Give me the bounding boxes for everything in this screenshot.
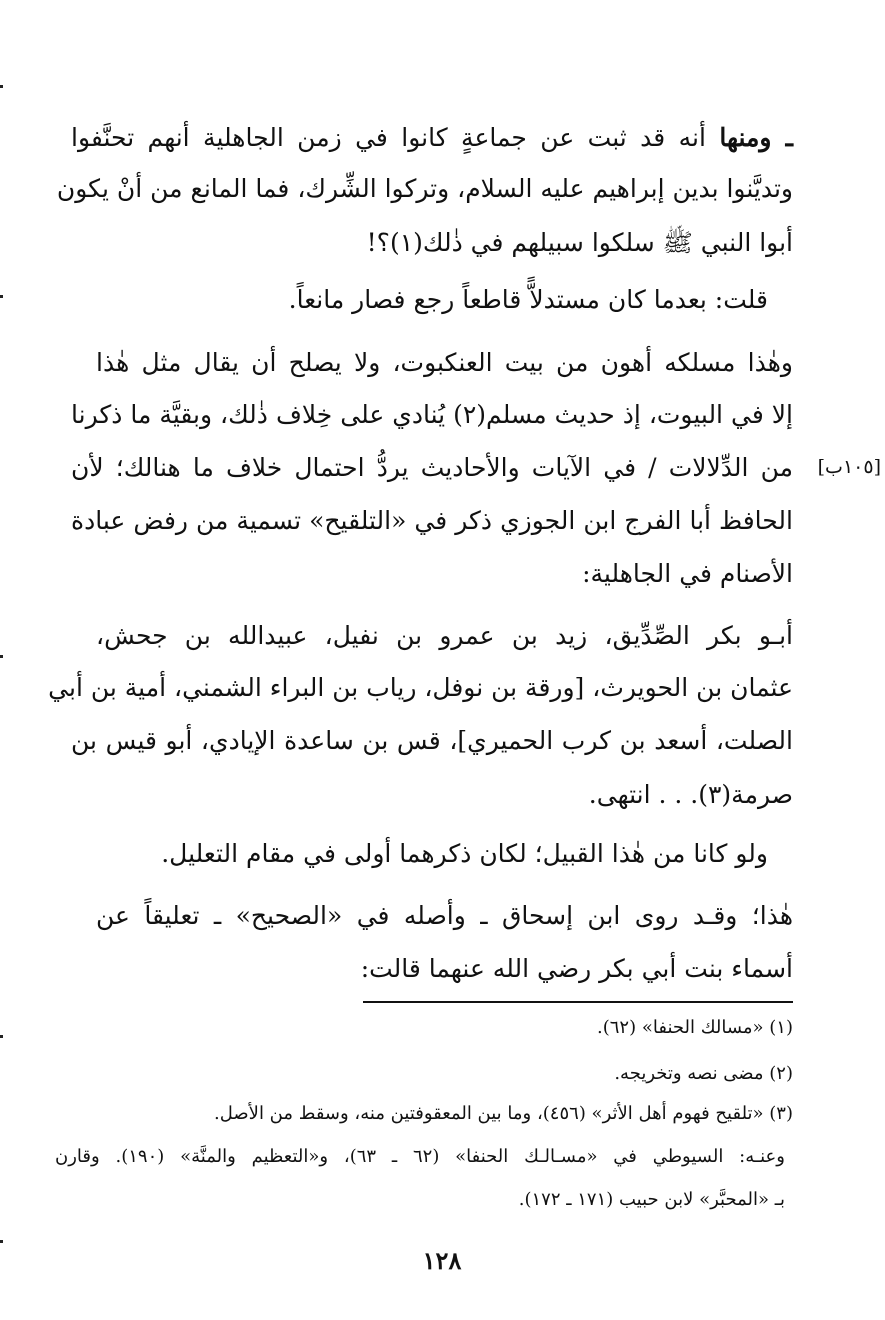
body-line-8: الحافظ أبا الفرج ابن الجوزي ذكر في «التلقيح» تسمية من رفض عبادة [71,506,793,535]
body-line-11: عثمان بن الحويرث، [ورقة بن نوفل، رياب بن البراء الشمني، أمية بن أبي [48,673,793,702]
footnote-1: (١) «مسالك الحنفا» (٦٢). [597,1017,793,1038]
footnote-3-continuation-end: بـ «المحبَّر» لابن حبيب (١٧١ ـ ١٧٢). [518,1189,785,1210]
body-line-16: أسماء بنت أبي بكر رضي الله عنهما قالت: [360,954,793,983]
page-number: ١٢٨ [422,1246,462,1275]
scan-edge-mark [0,1035,3,1038]
manuscript-folio-marker: [١٠٥ب] [817,456,881,478]
body-line-5: وهٰذا مسلكه أهون من بيت العنكبوت، ولا يصلح أن يقال مثل هٰذا [96,348,793,377]
body-line-10: أبـو بكر الصِّدِّيق، زيد بن عمرو بن نفيل، عبيدالله بن جحش، [96,621,793,650]
footnote-3: (٣) «تلقيح فهوم أهل الأثر» (٤٥٦)، وما بين المعقوفتين منه، وسقط من الأصل. [214,1103,793,1124]
body-line-3: أبوا النبي ﷺ سلكوا سبيلهم في ذٰلك(١)؟! [366,228,793,257]
body-line-1 [71,121,793,155]
body-line-9: الأصنام في الجاهلية: [582,559,793,588]
body-line-2: وتديَّنوا بدين إبراهيم عليه السلام، وتركوا الشِّرك، فما المانع من أنْ يكون [56,174,793,203]
body-line-12: الصلت، أسعد بن كرب الحميري]، قس بن ساعدة الإيادي، أبو قيس بن [71,726,793,755]
body-line-14: ولو كانا من هٰذا القبيل؛ لكان ذكرهما أولى في مقام التعليل. [161,839,768,868]
footnote-2: (٢) مضى نصه وتخريجه. [614,1063,793,1084]
footnote-separator [363,1001,793,1003]
body-line-4: قلت: بعدما كان مستدلاًّ قاطعاً رجع فصار مانعاً. [288,285,768,314]
scan-edge-mark [0,85,3,88]
body-line-7: من الدِّلالات / في الآيات والأحاديث يردُّ احتمال خلاف ما هنالك؛ لأن [71,453,793,482]
body-line-6: إلا في البيوت، إذ حديث مسلم(٢) يُنادي على خِلاف ذٰلك، وبقيَّة ما ذكرنا [71,400,794,429]
scan-edge-mark [0,655,3,658]
body-line-13: صرمة(٣). . . انتهى. [588,780,793,809]
lead-phrase: ـ ومنها [719,123,793,152]
footnote-3-continuation: وعنـه: السيوطي في «مسـالـك الحنفا» (٦٢ ـ ٦٣)، و«التعظيم والمنَّة» (١٩٠). وقارن [55,1146,785,1167]
body-line-15: هٰذا؛ وقـد روى ابن إسحاق ـ وأصله في «الصحيح» ـ تعليقاً عن [96,901,793,930]
scan-edge-mark [0,295,3,298]
scan-edge-mark [0,1240,3,1243]
line-text: أنه قد ثبت عن جماعةٍ كانوا في زمن الجاهلية أنهم تحنَّفوا [71,123,720,152]
